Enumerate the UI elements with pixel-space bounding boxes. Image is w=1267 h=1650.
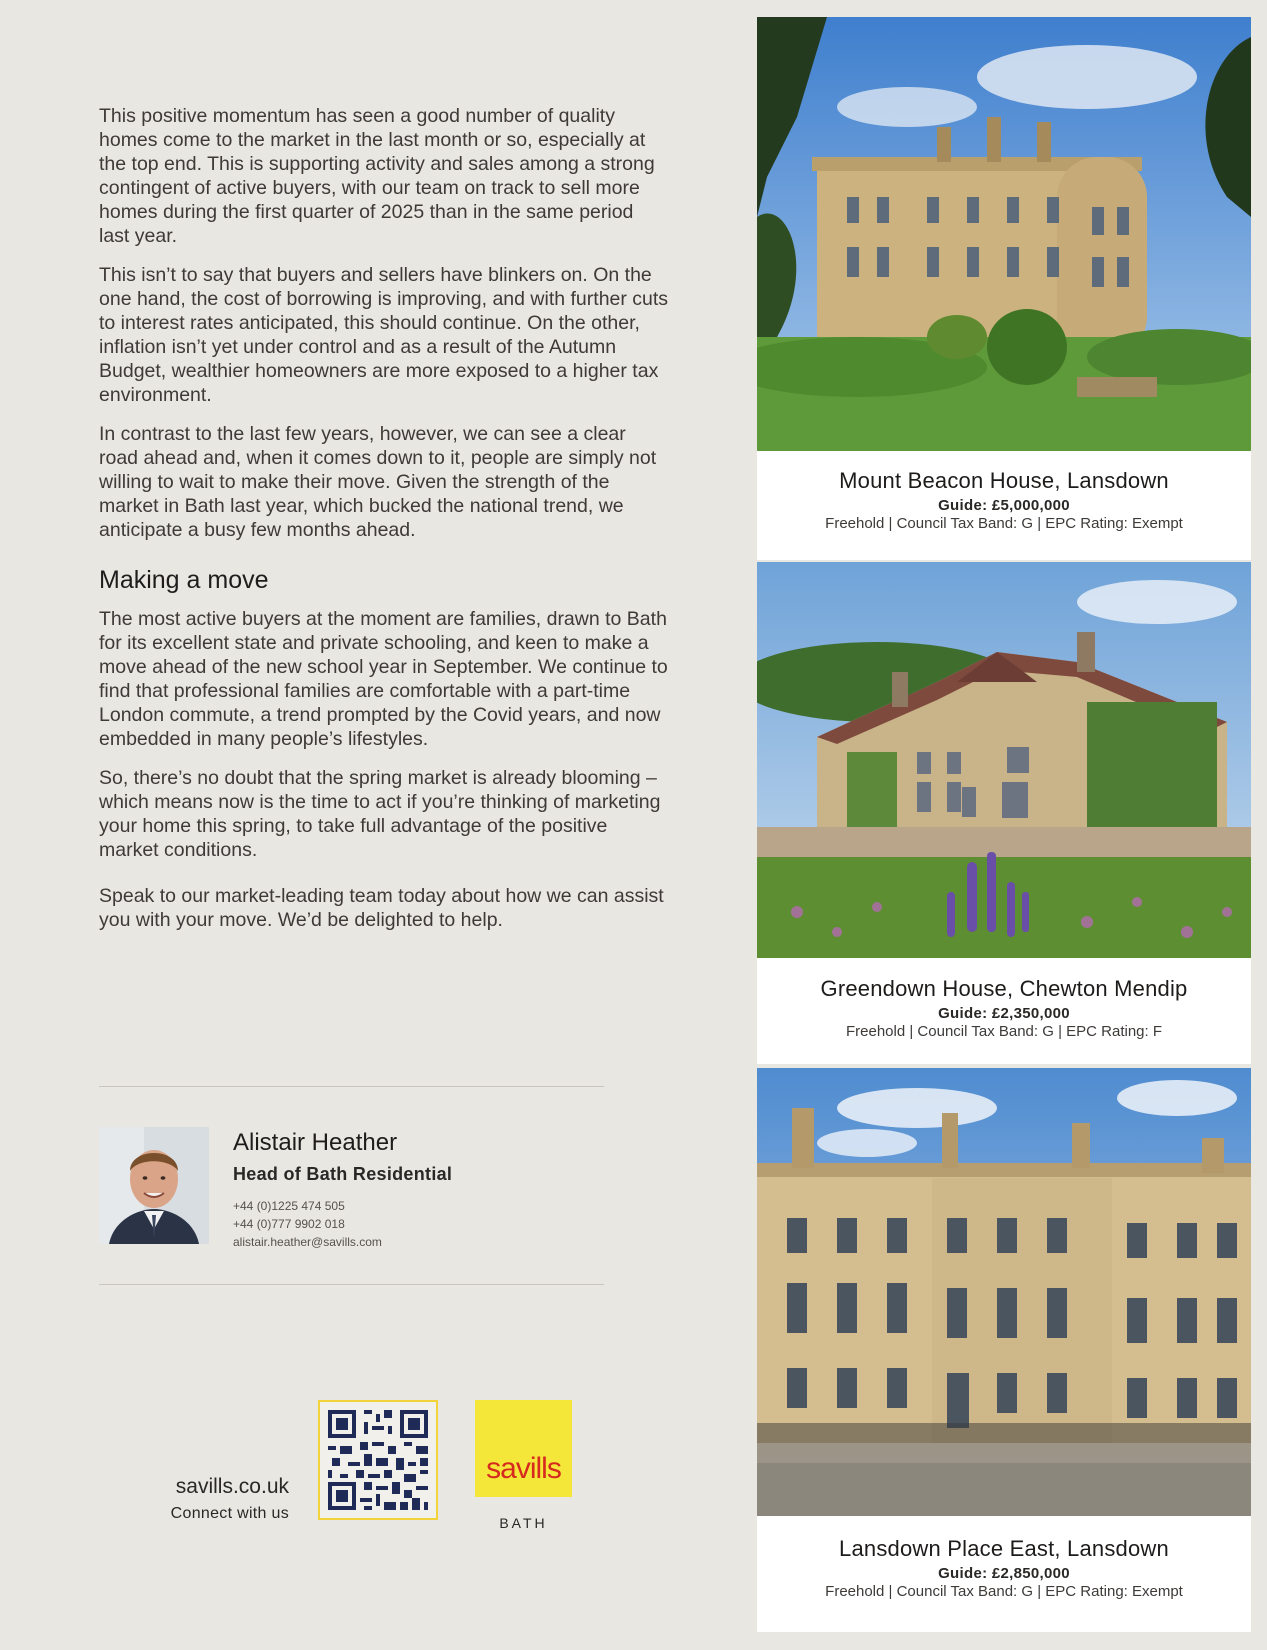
listing-title: Greendown House, Chewton Mendip xyxy=(820,976,1188,1001)
contact-card xyxy=(99,1127,619,1247)
divider xyxy=(99,1284,604,1285)
contact-role: Head of Bath Residential xyxy=(233,1164,453,1184)
contact-email[interactable]: alistair.heather@savills.com xyxy=(233,1235,382,1249)
article-paragraph: Speak to our market-leading team today about how we can assist you with your move. We’d be delighted to help. xyxy=(99,885,664,931)
listing-title: Lansdown Place East, Lansdown xyxy=(839,1536,1169,1561)
listing-photo xyxy=(757,562,1251,958)
listing-details: Freehold | Council Tax Band: G | EPC Rating: F xyxy=(846,1023,1162,1040)
listing-card[interactable] xyxy=(757,17,1251,560)
qr-code[interactable] xyxy=(318,1400,438,1520)
section-heading: Making a move xyxy=(99,566,269,594)
listing-guide-price: Guide: £2,350,000 xyxy=(938,1005,1070,1022)
avatar xyxy=(99,1127,209,1244)
article-paragraph: So, there’s no doubt that the spring market is already blooming – which means now is the time to act if you’re thinking of marketing your home this spring, to take full advantage of the positive market conditions. xyxy=(99,767,661,861)
listing-card[interactable] xyxy=(757,562,1251,1064)
listing-details: Freehold | Council Tax Band: G | EPC Rating: Exempt xyxy=(825,515,1183,532)
listing-photo xyxy=(757,1068,1251,1516)
contact-name: Alistair Heather xyxy=(233,1129,398,1156)
article-paragraph: This isn’t to say that buyers and sellers have blinkers on. On the one hand, the cost of borrowing is improving, and with further cuts to interest rates anticipated, this should continue. On the other, inflation isn’t yet under control and as a result of the Autumn Budget, wealthier homeowners are more exposed to a higher tax environment. xyxy=(99,264,669,406)
divider xyxy=(99,1086,604,1087)
website-link[interactable]: savills.co.uk xyxy=(175,1475,289,1498)
listing-card[interactable] xyxy=(757,1068,1251,1632)
contact-phone-office[interactable]: +44 (0)1225 474 505 xyxy=(233,1199,345,1213)
article-paragraph: The most active buyers at the moment are families, drawn to Bath for its excellent state and private schooling, and keen to make a move ahead of the new school year in September. We continue to find that professional families are comfortable with a part-time London commute, a trend prompted by the Covid years, and now embedded in many people’s lifestyles. xyxy=(99,608,668,750)
listing-title: Mount Beacon House, Lansdown xyxy=(839,468,1169,493)
connect-label: Connect with us xyxy=(170,1505,289,1522)
contact-phone-mobile[interactable]: +44 (0)777 9902 018 xyxy=(233,1217,345,1231)
article-body xyxy=(99,104,669,947)
article-paragraph: This positive momentum has seen a good number of quality homes come to the market in the last month or so, especially at the top end. This is supporting activity and sales among a strong contingent of active buyers, with our team on track to sell more homes during the first quarter of 2025 than in the same period last year. xyxy=(99,105,655,247)
savills-logo xyxy=(475,1400,572,1497)
article-paragraph: In contrast to the last few years, however, we can see a clear road ahead and, when it comes down to it, people are simply not willing to wait to make their move. Given the strength of the market in Bath last year, which bucked the national trend, we anticipate a busy few months ahead. xyxy=(99,423,657,541)
listing-photo xyxy=(757,17,1251,451)
logo-wordmark: savills xyxy=(486,1452,561,1485)
listing-details: Freehold | Council Tax Band: G | EPC Rating: Exempt xyxy=(825,1583,1183,1600)
listing-guide-price: Guide: £5,000,000 xyxy=(938,497,1070,514)
logo-city: BATH xyxy=(499,1515,548,1531)
listing-guide-price: Guide: £2,850,000 xyxy=(938,1565,1070,1582)
